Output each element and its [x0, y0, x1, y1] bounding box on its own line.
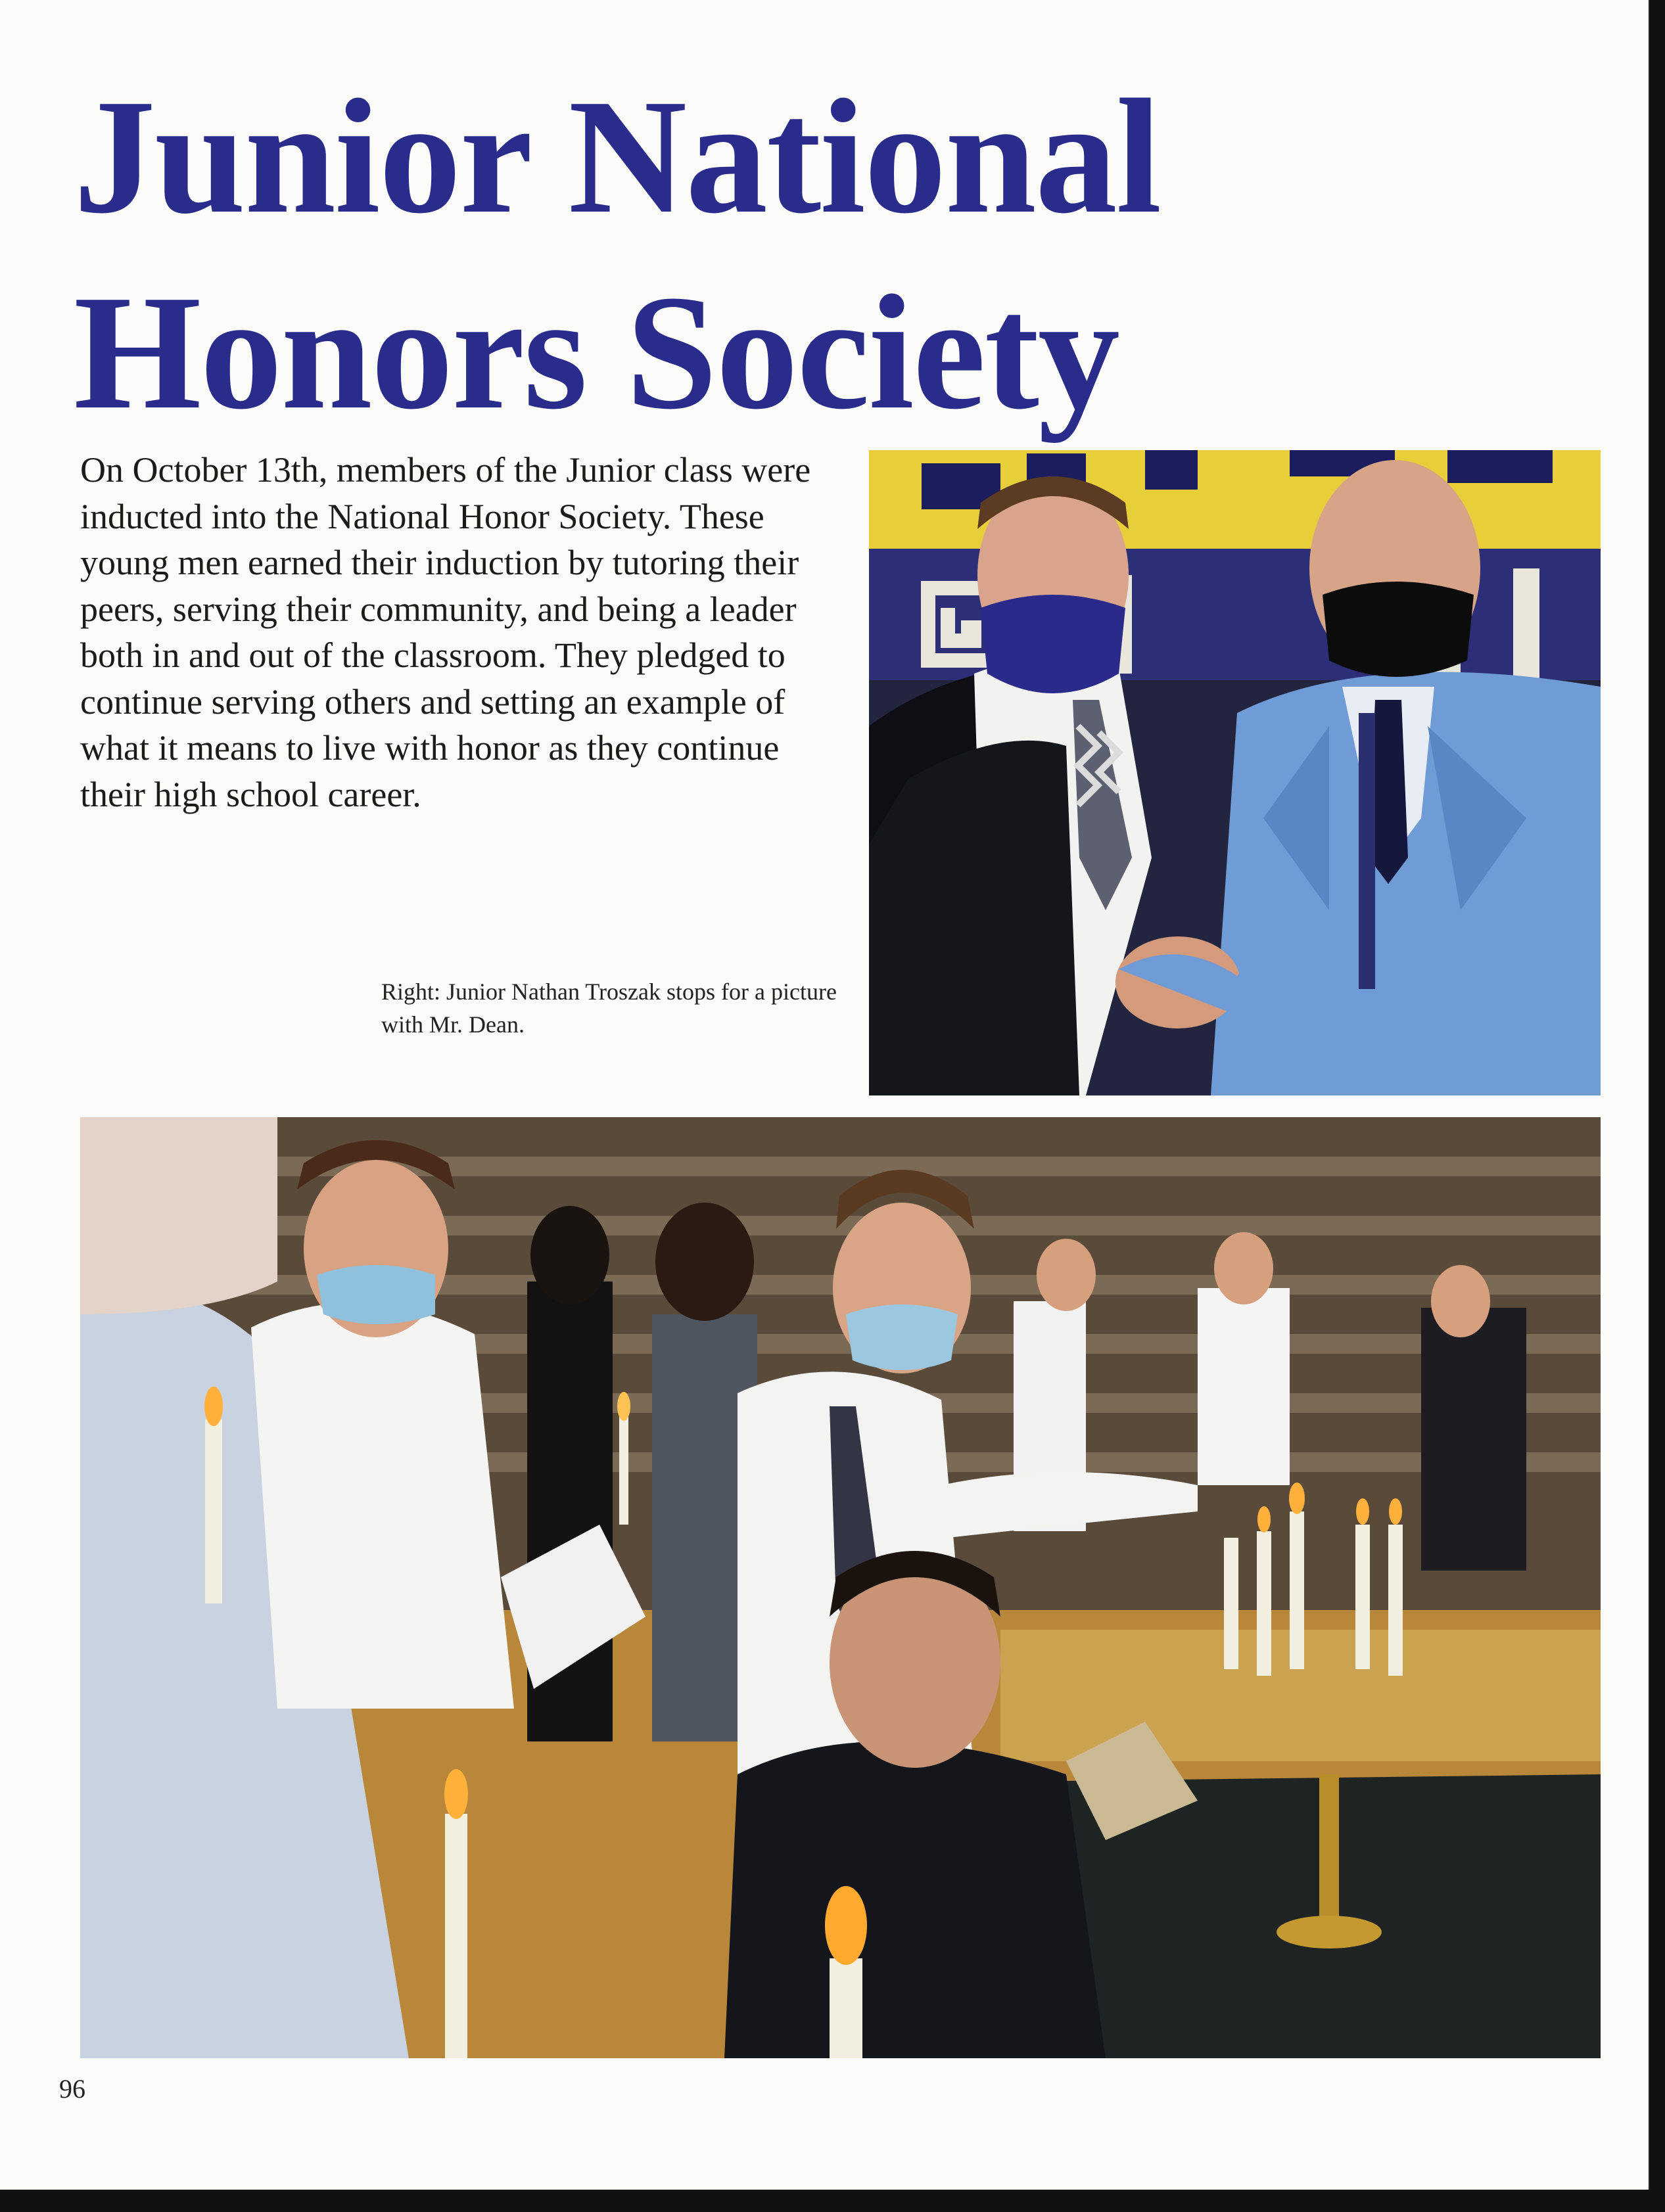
- photo-caption: Right: Junior Nathan Troszak stops for a picture with Mr. Dean.: [381, 979, 837, 1038]
- page-number: 96: [59, 2074, 85, 2104]
- page-title: [74, 59, 1160, 451]
- ceremony-photo-image: [80, 1117, 1601, 2058]
- article-body: On October 13th, members of the Junior class were inducted into the National Honor Society. These young men earned their induction by tutoring their peers, serving their community, and being a leader both in and out of the classroom. They pledged to continue serving others and setting an example of what it means to live with honor as they continue their high school career.: [80, 450, 811, 814]
- title-line-1: Junior National: [74, 66, 1161, 248]
- handshake-photo-image: [869, 450, 1601, 1095]
- ceremony-photo: [80, 1117, 1601, 2058]
- handshake-photo: [869, 450, 1601, 1095]
- title-line-2: Honors Society: [74, 262, 1119, 444]
